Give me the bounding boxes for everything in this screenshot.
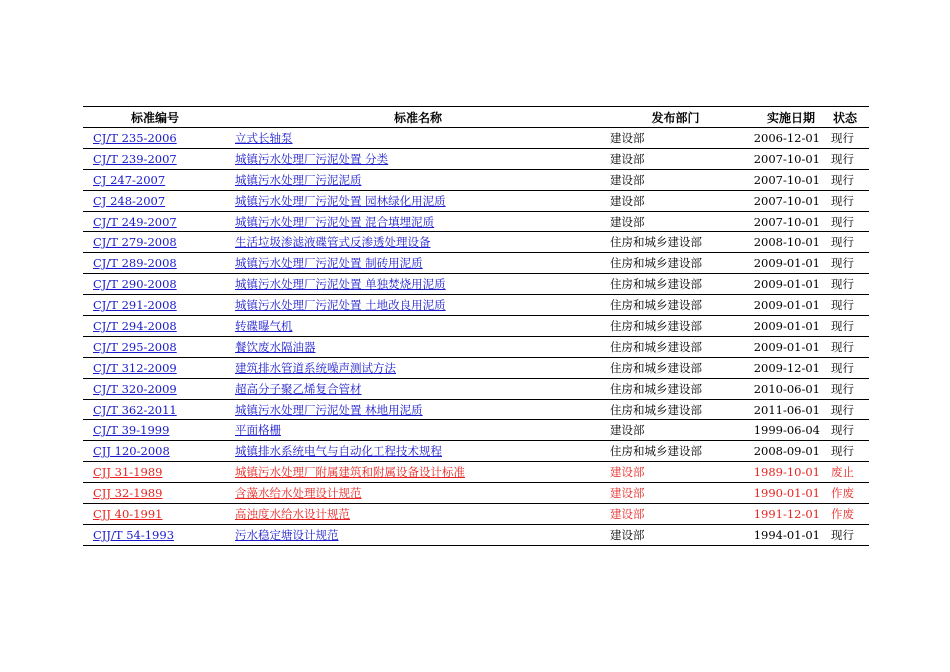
name-cell — [227, 524, 609, 545]
table-row — [83, 378, 869, 399]
name-cell — [227, 336, 609, 357]
name-cell — [227, 378, 609, 399]
publisher-cell: 住房和城乡建设部 — [610, 381, 702, 396]
publisher-cell: 住房和城乡建设部 — [610, 256, 702, 271]
code-cell — [83, 190, 227, 211]
standard-name-link[interactable]: 生活垃圾渗滤液碟管式反渗透处理设备 — [235, 235, 431, 250]
standard-name-link[interactable]: 建筑排水管道系统噪声测试方法 — [235, 360, 396, 375]
code-cell — [83, 462, 227, 483]
standard-name-link[interactable]: 城镇污水处理厂附属建筑和附属设备设计标准 — [235, 465, 465, 480]
effective-date-cell: 2010-06-01 — [753, 381, 820, 396]
header-row — [83, 107, 869, 128]
standard-code-link[interactable]: CJ/T 279-2008 — [93, 235, 177, 250]
status-cell: 现行 — [831, 360, 854, 375]
standard-code-link[interactable]: CJ/T 289-2008 — [93, 256, 177, 271]
name-cell — [227, 169, 609, 190]
table-row — [83, 357, 869, 378]
name-cell — [227, 483, 609, 504]
code-cell — [83, 148, 227, 169]
name-cell — [227, 295, 609, 316]
status-cell: 现行 — [831, 256, 854, 271]
code-cell — [83, 336, 227, 357]
standard-name-link[interactable]: 立式长轴泵 — [235, 130, 293, 145]
code-cell — [83, 524, 227, 545]
status-cell: 现行 — [831, 339, 854, 354]
standard-code-link[interactable]: CJ/T 291-2008 — [93, 298, 177, 313]
status-cell: 现行 — [831, 444, 854, 459]
name-cell — [227, 274, 609, 295]
standards-sheet — [83, 106, 869, 546]
table-body — [83, 128, 869, 546]
standard-name-link[interactable]: 城镇污水处理厂污泥泥质 — [235, 172, 362, 187]
standard-code-link[interactable]: CJ/T 294-2008 — [93, 318, 177, 333]
standard-code-link[interactable]: CJ/T 312-2009 — [93, 360, 177, 375]
standard-code-link[interactable]: CJ/T 362-2011 — [93, 402, 177, 417]
effective-date-cell: 1999-06-04 — [753, 423, 820, 438]
header-date: 实施日期 — [766, 110, 815, 125]
status-cell: 现行 — [831, 381, 854, 396]
code-cell — [83, 295, 227, 316]
status-cell: 现行 — [831, 527, 854, 542]
status-cell: 现行 — [831, 130, 854, 145]
status-cell: 废止 — [831, 465, 854, 480]
table-row — [83, 169, 869, 190]
status-cell: 现行 — [831, 423, 854, 438]
standard-code-link[interactable]: CJ/T 320-2009 — [93, 381, 177, 396]
table-row — [83, 232, 869, 253]
effective-date-cell: 2008-09-01 — [753, 444, 820, 459]
standard-name-link[interactable]: 城镇污水处理厂污泥处置 制砖用泥质 — [235, 256, 423, 271]
header-code: 标准编号 — [130, 110, 179, 125]
standard-code-link[interactable]: CJ/T 295-2008 — [93, 339, 177, 354]
standard-name-link[interactable]: 餐饮废水隔油器 — [235, 339, 316, 354]
header-status: 状态 — [832, 110, 857, 125]
table-row — [83, 128, 869, 149]
name-cell — [227, 504, 609, 525]
table-row — [83, 441, 869, 462]
name-cell — [227, 253, 609, 274]
standard-name-link[interactable]: 城镇污水处理厂污泥处置 园林绿化用泥质 — [235, 193, 446, 208]
table-row — [83, 316, 869, 337]
publisher-cell: 住房和城乡建设部 — [610, 444, 702, 459]
standard-code-link[interactable]: CJJ 32-1989 — [93, 486, 163, 501]
standard-code-link[interactable]: CJ/T 235-2006 — [93, 130, 177, 145]
code-cell — [83, 441, 227, 462]
table-row — [83, 190, 869, 211]
publisher-cell: 建设部 — [610, 151, 645, 166]
table-row — [83, 483, 869, 504]
effective-date-cell: 1989-10-01 — [753, 465, 820, 480]
standard-name-link[interactable]: 平面格栅 — [235, 423, 281, 438]
standard-code-link[interactable]: CJ 247-2007 — [93, 172, 166, 187]
publisher-cell: 建设部 — [610, 506, 645, 521]
table-row — [83, 504, 869, 525]
publisher-cell: 建设部 — [610, 130, 645, 145]
standard-code-link[interactable]: CJJ 120-2008 — [93, 444, 170, 459]
standard-name-link[interactable]: 高浊度水给水设计规范 — [235, 506, 350, 521]
standard-name-link[interactable]: 城镇排水系统电气与自动化工程技术规程 — [235, 444, 442, 459]
name-cell — [227, 232, 609, 253]
effective-date-cell: 2009-01-01 — [753, 339, 820, 354]
standard-code-link[interactable]: CJ/T 290-2008 — [93, 277, 177, 292]
publisher-cell: 住房和城乡建设部 — [610, 402, 702, 417]
effective-date-cell: 2009-01-01 — [753, 318, 820, 333]
table-row — [83, 462, 869, 483]
standard-code-link[interactable]: CJ/T 249-2007 — [93, 214, 177, 229]
standard-code-link[interactable]: CJ/T 39-1999 — [93, 423, 170, 438]
code-cell — [83, 232, 227, 253]
publisher-cell: 建设部 — [610, 486, 645, 501]
standard-name-link[interactable]: 含藻水给水处理设计规范 — [235, 486, 362, 501]
status-cell: 作废 — [831, 506, 854, 521]
name-cell — [227, 211, 609, 232]
name-cell — [227, 420, 609, 441]
standard-name-link[interactable]: 污水稳定塘设计规范 — [235, 527, 339, 542]
table-row — [83, 420, 869, 441]
publisher-cell: 住房和城乡建设部 — [610, 339, 702, 354]
table-row — [83, 148, 869, 169]
standard-name-link[interactable]: 城镇污水处理厂污泥处置 林地用泥质 — [235, 402, 423, 417]
code-cell — [83, 420, 227, 441]
standard-code-link[interactable]: CJ 248-2007 — [93, 193, 166, 208]
publisher-cell: 住房和城乡建设部 — [610, 277, 702, 292]
code-cell — [83, 128, 227, 149]
status-cell: 现行 — [831, 318, 854, 333]
standard-code-link[interactable]: CJJ/T 54-1993 — [93, 527, 175, 542]
standard-code-link[interactable]: CJJ 31-1989 — [93, 465, 163, 480]
effective-date-cell: 1990-01-01 — [753, 486, 820, 501]
table-row — [83, 253, 869, 274]
standard-code-link[interactable]: CJJ 40-1991 — [93, 506, 163, 521]
effective-date-cell: 1991-12-01 — [753, 506, 820, 521]
name-cell — [227, 128, 609, 149]
publisher-cell: 住房和城乡建设部 — [610, 318, 702, 333]
effective-date-cell: 2007-10-01 — [753, 193, 820, 208]
status-cell: 现行 — [831, 277, 854, 292]
publisher-cell: 住房和城乡建设部 — [610, 360, 702, 375]
effective-date-cell: 2009-12-01 — [753, 360, 820, 375]
publisher-cell: 住房和城乡建设部 — [610, 235, 702, 250]
effective-date-cell: 2011-06-01 — [753, 402, 820, 417]
standard-name-link[interactable]: 城镇污水处理厂污泥处置 土地改良用泥质 — [235, 298, 446, 313]
header-dept: 发布部门 — [651, 110, 700, 125]
standard-name-link[interactable]: 城镇污水处理厂污泥处置 分类 — [235, 151, 389, 166]
table-row — [83, 211, 869, 232]
name-cell — [227, 357, 609, 378]
status-cell: 现行 — [831, 402, 854, 417]
table-row — [83, 274, 869, 295]
status-cell: 现行 — [831, 193, 854, 208]
table-row — [83, 399, 869, 420]
status-cell: 现行 — [831, 172, 854, 187]
status-cell: 现行 — [831, 151, 854, 166]
effective-date-cell: 2007-10-01 — [753, 214, 820, 229]
effective-date-cell: 2009-01-01 — [753, 256, 820, 271]
code-cell — [83, 399, 227, 420]
effective-date-cell: 2009-01-01 — [753, 298, 820, 313]
standards-table — [83, 106, 869, 546]
effective-date-cell: 1994-01-01 — [753, 527, 820, 542]
code-cell — [83, 357, 227, 378]
code-cell — [83, 211, 227, 232]
effective-date-cell: 2007-10-01 — [753, 172, 820, 187]
table-row — [83, 336, 869, 357]
standard-name-link[interactable]: 城镇污水处理厂污泥处置 混合填埋泥质 — [235, 214, 435, 229]
code-cell — [83, 316, 227, 337]
effective-date-cell: 2008-10-01 — [753, 235, 820, 250]
code-cell — [83, 378, 227, 399]
publisher-cell: 住房和城乡建设部 — [610, 298, 702, 313]
name-cell — [227, 190, 609, 211]
table-row — [83, 295, 869, 316]
table-row — [83, 524, 869, 545]
publisher-cell: 建设部 — [610, 193, 645, 208]
status-cell: 现行 — [831, 235, 854, 250]
code-cell — [83, 169, 227, 190]
standard-name-link[interactable]: 转碟曝气机 — [235, 318, 293, 333]
publisher-cell: 建设部 — [610, 465, 645, 480]
name-cell — [227, 148, 609, 169]
publisher-cell: 建设部 — [610, 423, 645, 438]
code-cell — [83, 483, 227, 504]
name-cell — [227, 399, 609, 420]
name-cell — [227, 316, 609, 337]
effective-date-cell: 2006-12-01 — [753, 130, 820, 145]
effective-date-cell: 2007-10-01 — [753, 151, 820, 166]
standard-name-link[interactable]: 城镇污水处理厂污泥处置 单独焚烧用泥质 — [235, 277, 446, 292]
status-cell: 现行 — [831, 298, 854, 313]
name-cell — [227, 462, 609, 483]
publisher-cell: 建设部 — [610, 172, 645, 187]
standard-code-link[interactable]: CJ/T 239-2007 — [93, 151, 177, 166]
code-cell — [83, 504, 227, 525]
effective-date-cell: 2009-01-01 — [753, 277, 820, 292]
standard-name-link[interactable]: 超高分子聚乙烯复合管材 — [235, 381, 362, 396]
publisher-cell: 建设部 — [610, 527, 645, 542]
header-name: 标准名称 — [393, 110, 442, 125]
status-cell: 现行 — [831, 214, 854, 229]
publisher-cell: 建设部 — [610, 214, 645, 229]
code-cell — [83, 274, 227, 295]
code-cell — [83, 253, 227, 274]
status-cell: 作废 — [831, 486, 854, 501]
name-cell — [227, 441, 609, 462]
